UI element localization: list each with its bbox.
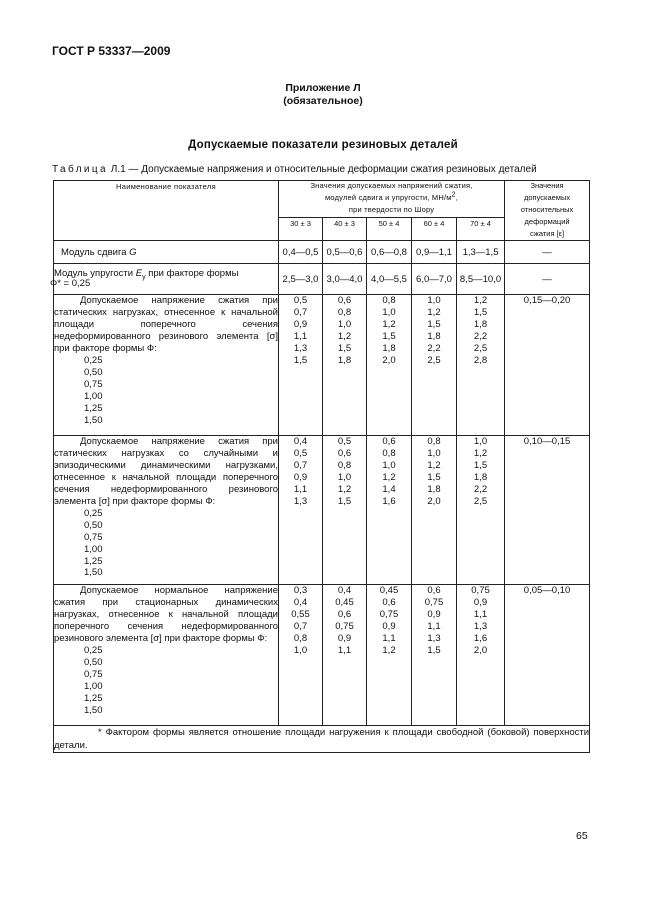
cell-value: 6,0—7,0: [412, 264, 457, 295]
cell-value: 4,0—5,5: [367, 264, 412, 295]
cell-value-column: 0,5 0,6 0,8 1,0 1,2 1,5: [323, 436, 367, 585]
appendix-title: Приложение Л: [285, 82, 361, 94]
permissible-values-table: [50, 180, 590, 753]
cell-eps: 0,05—0,10: [505, 585, 590, 726]
cell-value: 0,5—0,6: [323, 241, 367, 264]
cell-value-column: 0,5 0,7 0,9 1,1 1,3 1,5: [279, 295, 323, 436]
cell-value: 1,3—1,5: [457, 241, 505, 264]
cell-eps: 0,15—0,20: [505, 295, 590, 436]
cell-value-column: 1,0 1,2 1,5 1,8 2,2 2,5: [412, 295, 457, 436]
cell-value: 0,6—0,8: [367, 241, 412, 264]
row-label-elastic-modulus: Модуль упругости $E_y$ при факторе формы Ф* = 0,25: [54, 264, 279, 295]
table-caption: [52, 164, 537, 175]
column-header-values-line1: Значения допускаемых напряжений сжатия,: [310, 181, 473, 190]
column-header-values: [279, 181, 505, 218]
column-header-values-line3: при твердости по Шору: [348, 204, 435, 214]
column-header-values-line2: модулей сдвига и упругости, $МН/м^2$,: [325, 191, 459, 202]
cell-eps: —: [505, 264, 590, 295]
appendix-subtitle: (обязательное): [283, 95, 363, 107]
cell-value-column: 0,75 0,9 1,1 1,3 1,6 2,0: [457, 585, 505, 726]
cell-value-column: 1,2 1,5 1,8 2,2 2,5 2,8: [457, 295, 505, 436]
cell-value: 2,5—3,0: [279, 264, 323, 295]
cell-eps: —: [505, 241, 590, 264]
cell-value-column: 0,3 0,4 0,55 0,7 0,8 1,0: [279, 585, 323, 726]
row-label-dynamic-stress: Допускаемое нормальное напряжение сжатия при стационарных динамических нагрузках, отнесенное к начальной площади поперечного сечения недеформированного резинового элемента [σ] при факторе формы Ф: 0,25 0,50 0,75 1,00 1,25 1,50: [54, 585, 279, 726]
document-header: ГОСТ Р 53337—2009: [52, 44, 171, 58]
table-row-dynamic-stress: [54, 585, 590, 726]
appendix-heading: [0, 82, 646, 108]
table-caption-text: Л.1 — Допускаемые напряжения и относительные деформации сжатия резиновых деталей: [108, 164, 537, 175]
hardness-header-60: 60 ± 4: [412, 218, 457, 241]
column-header-eps: Значения допускаемых относительных деформаций сжатия [ε]: [505, 181, 590, 241]
cell-value: 3,0—4,0: [323, 264, 367, 295]
column-header-name: Наименование показателя: [54, 181, 279, 241]
table-row-elastic-modulus: [54, 264, 590, 295]
cell-value-column: 0,45 0,6 0,75 0,9 1,1 1,2: [367, 585, 412, 726]
table-caption-prefix: Таблица: [52, 164, 109, 175]
table-row-shear-modulus: [54, 241, 590, 264]
cell-value-column: 0,6 0,8 1,0 1,2 1,5 1,8: [323, 295, 367, 436]
cell-value-column: 0,4 0,5 0,7 0,9 1,1 1,3: [279, 436, 323, 585]
cell-value-column: 0,4 0,45 0,6 0,75 0,9 1,1: [323, 585, 367, 726]
table-footnote: * Фактором формы является отношение площади нагружения к площади свободной (боковой) поверхности детали.: [54, 727, 590, 752]
cell-value-column: 0,8 1,0 1,2 1,5 1,8 2,0: [412, 436, 457, 585]
hardness-header-50: 50 ± 4: [367, 218, 412, 241]
table-row-footnote: [54, 726, 590, 753]
cell-eps: 0,10—0,15: [505, 436, 590, 585]
cell-value-column: 1,0 1,2 1,5 1,8 2,2 2,5: [457, 436, 505, 585]
page-number: 65: [576, 830, 588, 842]
hardness-header-30: 30 ± 3: [279, 218, 323, 241]
cell-value-column: 0,6 0,75 0,9 1,1 1,3 1,5: [412, 585, 457, 726]
cell-value: 8,5—10,0: [457, 264, 505, 295]
hardness-header-40: 40 ± 3: [323, 218, 367, 241]
row-label-static-stress: Допускаемое напряжение сжатия при статических нагрузках, отнесенное к начальной площади поперечного сечения недеформированного резинового элемента [σ] при факторе формы Ф: 0,25 0,50 0,75 1,00 1,25 1,50: [54, 295, 279, 436]
row-label-shear-modulus: Модуль сдвига G: [54, 241, 279, 264]
cell-value: 0,4—0,5: [279, 241, 323, 264]
table-row-static-stress: [54, 295, 590, 436]
cell-value-column: 0,8 1,0 1,2 1,5 1,8 2,0: [367, 295, 412, 436]
table-row-static-dynamic-stress: [54, 436, 590, 585]
cell-value-column: 0,6 0,8 1,0 1,2 1,4 1,6: [367, 436, 412, 585]
section-title: Допускаемые показатели резиновых деталей: [188, 139, 458, 151]
row-label-static-dynamic-stress: Допускаемое напряжение сжатия при статических нагрузках со случайными и эпизодическими динамическими нагрузками, отнесенное к начальной площади поперечного сечения недеформированного резинового элемента [σ] при факторе формы Ф: 0,25 0,50 0,75 1,00 1,25 1,50: [54, 436, 279, 585]
cell-value: 0,9—1,1: [412, 241, 457, 264]
hardness-header-70: 70 ± 4: [457, 218, 505, 241]
